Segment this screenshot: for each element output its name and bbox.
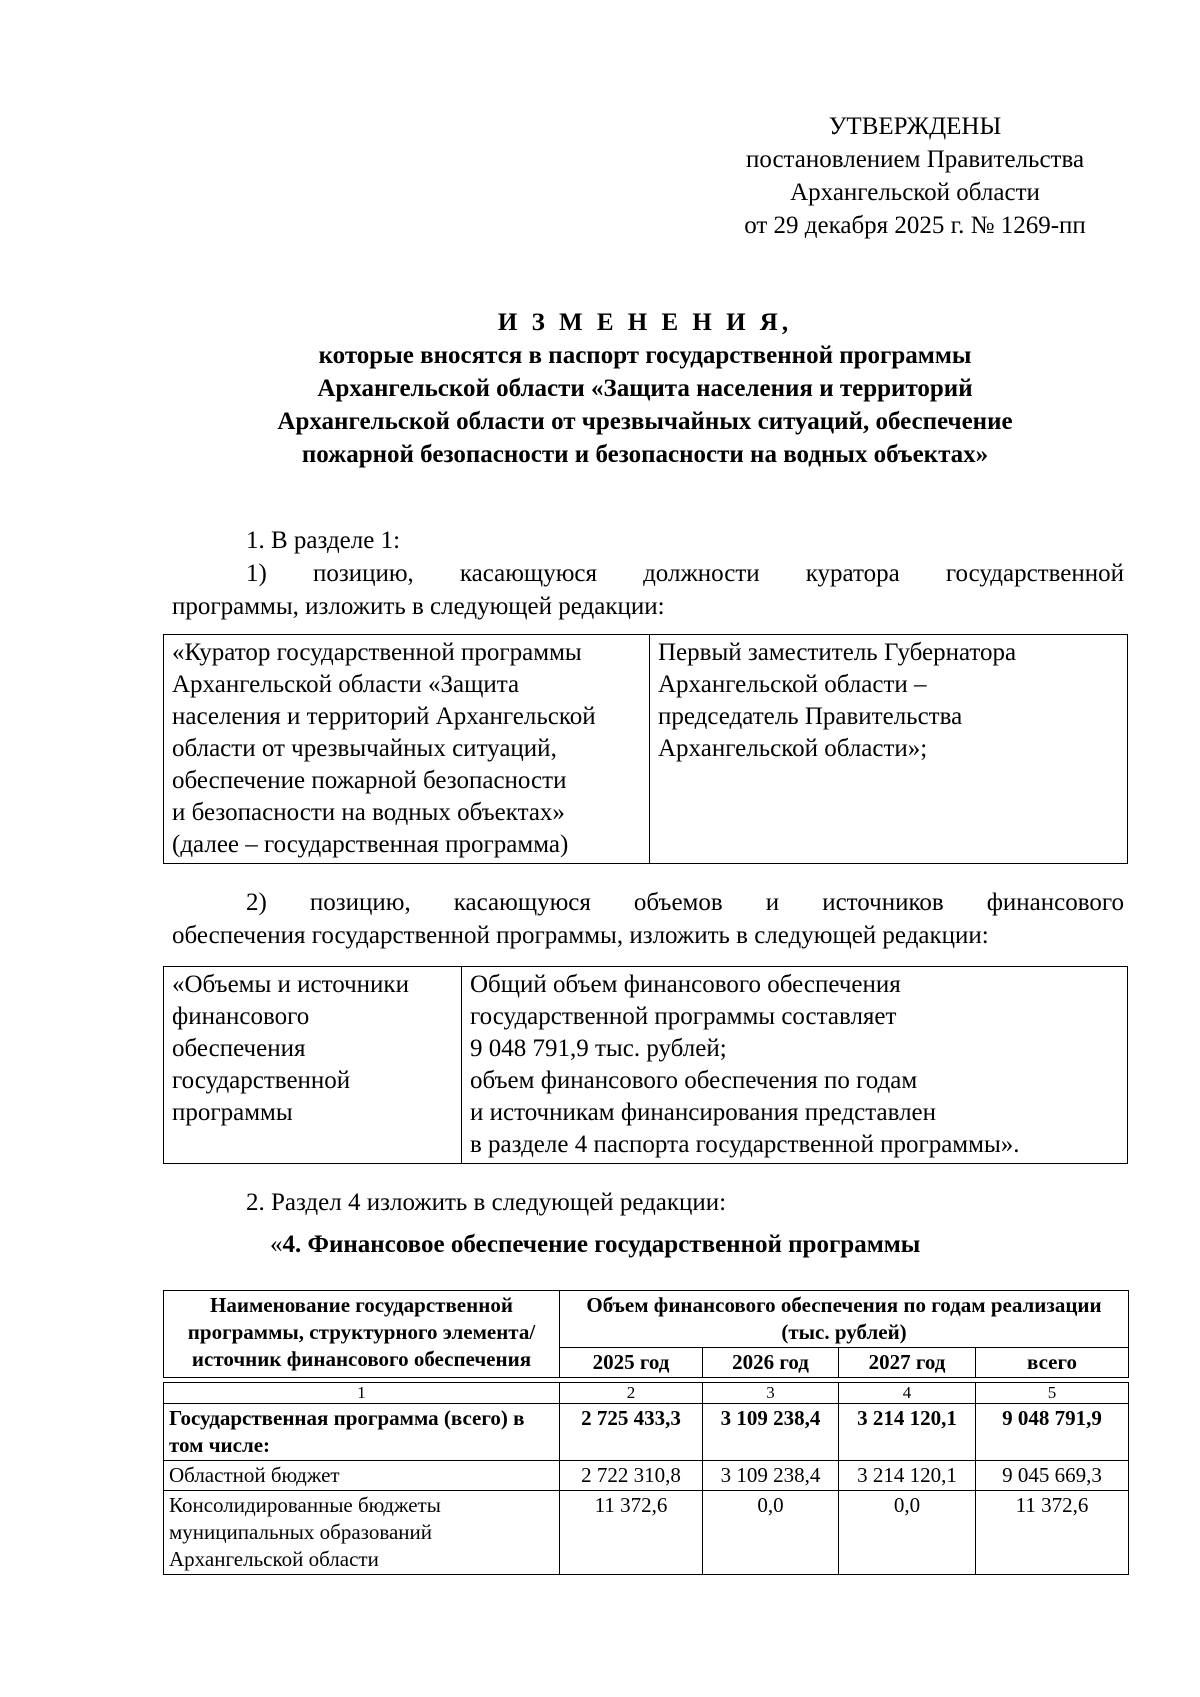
- curator-value-cell: Первый заместитель Губернатора Архангельской области – председатель Правительства Архангельской области»;: [650, 635, 1128, 864]
- row-value: 11 372,6: [976, 1491, 1129, 1575]
- row-value: 2 725 433,3: [560, 1404, 703, 1461]
- financial-table: [163, 1290, 1129, 1575]
- item2-line1: 2) позицию, касающуюся объемов и источников финансового: [246, 889, 1124, 916]
- approval-line: Архангельской области: [790, 179, 1040, 206]
- item1-line2: программы, изложить в следующей редакции:: [172, 593, 665, 620]
- column-number: 5: [976, 1383, 1129, 1404]
- header-volume: Объем финансового обеспечения по годам реализации (тыс. рублей): [560, 1291, 1129, 1348]
- section2-heading: 2. Раздел 4 изложить в следующей редакции:: [246, 1189, 727, 1216]
- column-number: 1: [164, 1383, 560, 1404]
- table-header-row: [164, 1291, 1129, 1348]
- header-total: всего: [976, 1348, 1129, 1378]
- table-row: [164, 635, 1128, 864]
- opening-quote: «: [270, 1231, 283, 1258]
- row-name: Консолидированные бюджеты муниципальных образований Архангельской области: [164, 1491, 560, 1575]
- column-numbers-row: [164, 1383, 1129, 1404]
- item2-line2: обеспечения государственной программы, изложить в следующей редакции:: [172, 922, 989, 949]
- row-value: 0,0: [839, 1491, 976, 1575]
- row-value: 2 722 310,8: [560, 1461, 703, 1491]
- column-number: 3: [703, 1383, 839, 1404]
- row-name: Государственная программа (всего) в том числе:: [164, 1404, 560, 1461]
- row-value: 9 045 669,3: [976, 1461, 1129, 1491]
- column-number: 2: [560, 1383, 703, 1404]
- approval-date: от 29 декабря 2025 г. № 1269-пп: [744, 212, 1086, 239]
- header-name: Наименование государственной программы, структурного элемента/ источник финансового обеспечения: [164, 1291, 560, 1378]
- approval-title: УТВЕРЖДЕНЫ: [828, 113, 1002, 140]
- row-name: Областной бюджет: [164, 1461, 560, 1491]
- section1-item1: [172, 557, 1124, 623]
- curator-label-cell: «Куратор государственной программы Архангельской области «Защита населения и территорий Архангельской области от чрезвычайных ситуаций, обеспечение пожарной безопасности и безопасности на водных объектах» (далее – государственная программа): [164, 635, 650, 864]
- title-heading: И З М Е Н Е Н И Я,: [497, 309, 793, 336]
- curator-table: [163, 634, 1128, 864]
- row-value: 3 109 238,4: [703, 1461, 839, 1491]
- header-year: 2027 год: [839, 1348, 976, 1378]
- funding-table: [163, 966, 1128, 1164]
- row-value: 0,0: [703, 1491, 839, 1575]
- row-value: 3 214 120,1: [839, 1404, 976, 1461]
- table-row: [164, 1491, 1129, 1575]
- funding-value-cell: Общий объем финансового обеспечения государственной программы составляет 9 048 791,9 тыс. рублей; объем финансового обеспечения по годам и источникам финансирования представлен в разделе 4 паспорта государственной программы».: [462, 967, 1128, 1164]
- funding-label-cell: «Объемы и источники финансового обеспечения государственной программы: [164, 967, 462, 1164]
- section1-heading: 1. В разделе 1:: [246, 527, 401, 554]
- row-value: 3 109 238,4: [703, 1404, 839, 1461]
- section4-title: [270, 1231, 920, 1259]
- table-row: [164, 1404, 1129, 1461]
- approval-line: постановлением Правительства: [745, 146, 1085, 173]
- document-title: [165, 306, 1125, 471]
- column-number: 4: [839, 1383, 976, 1404]
- title-line: Архангельской области от чрезвычайных ситуаций, обеспечение: [277, 408, 1013, 435]
- row-value: 9 048 791,9: [976, 1404, 1129, 1461]
- approval-stamp: [710, 110, 1120, 242]
- section1-item2: [172, 886, 1124, 952]
- row-value: 3 214 120,1: [839, 1461, 976, 1491]
- row-value: 11 372,6: [560, 1491, 703, 1575]
- section4-title-text: 4. Финансовое обеспечение государственной программы: [282, 1231, 921, 1258]
- header-year: 2025 год: [560, 1348, 703, 1378]
- header-year: 2026 год: [703, 1348, 839, 1378]
- table-row: [164, 1461, 1129, 1491]
- table-row: [164, 967, 1128, 1164]
- item1-line1: 1) позицию, касающуюся должности куратора государственной: [246, 560, 1124, 587]
- title-line: которые вносятся в паспорт государственной программы: [318, 342, 972, 369]
- title-line: Архангельской области «Защита населения и территорий: [317, 375, 973, 402]
- title-line: пожарной безопасности и безопасности на водных объектах»: [301, 441, 989, 468]
